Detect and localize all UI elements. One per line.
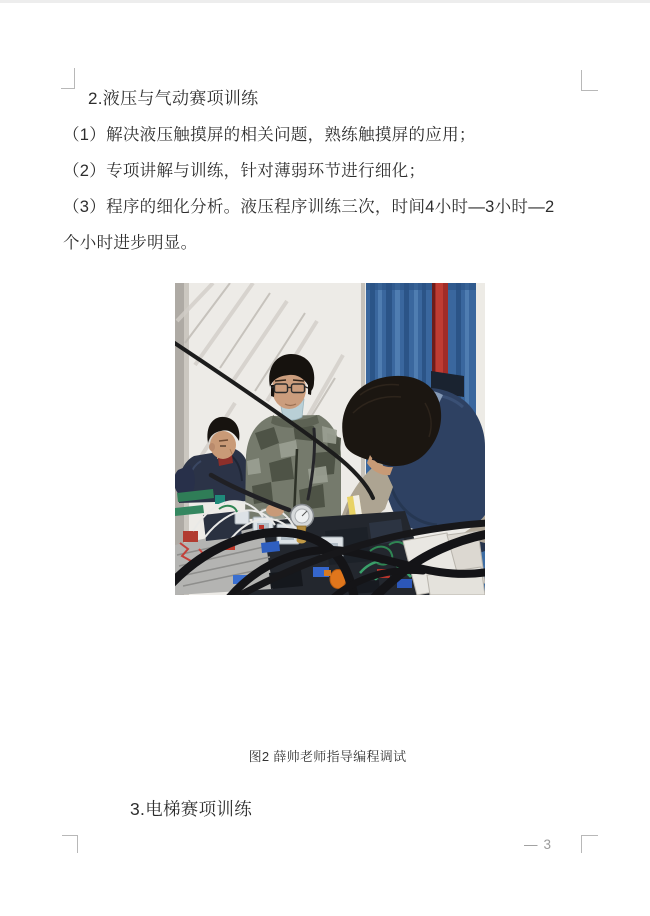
body-line-3: （3）程序的细化分析。液压程序训练三次，时间4小时—3小时—2 xyxy=(63,198,555,216)
body-line-1: （1）解决液压触摸屏的相关问题，熟练触摸屏的应用； xyxy=(63,126,476,144)
page-number-value: 3 xyxy=(543,837,553,852)
section-heading-3: 3.电梯赛项训练 xyxy=(130,799,252,819)
body-line-2: （2）专项讲解与训练，针对薄弱环节进行细化； xyxy=(63,162,426,180)
page-number xyxy=(524,837,552,852)
page-number-dash: — xyxy=(524,837,539,852)
figure2-photo xyxy=(175,283,485,595)
page-top-edge xyxy=(0,0,650,3)
text-boundary-mark-top-left xyxy=(61,68,75,89)
body-line-4: 个小时进步明显。 xyxy=(63,234,198,252)
section-heading-2: 2.液压与气动赛项训练 xyxy=(88,89,259,108)
text-boundary-mark-bottom-right xyxy=(581,835,598,853)
figure2-caption: 图2 薛帅老师指导编程调试 xyxy=(248,749,407,764)
text-boundary-mark-top-right xyxy=(581,70,598,91)
text-boundary-mark-bottom-left xyxy=(62,835,78,853)
